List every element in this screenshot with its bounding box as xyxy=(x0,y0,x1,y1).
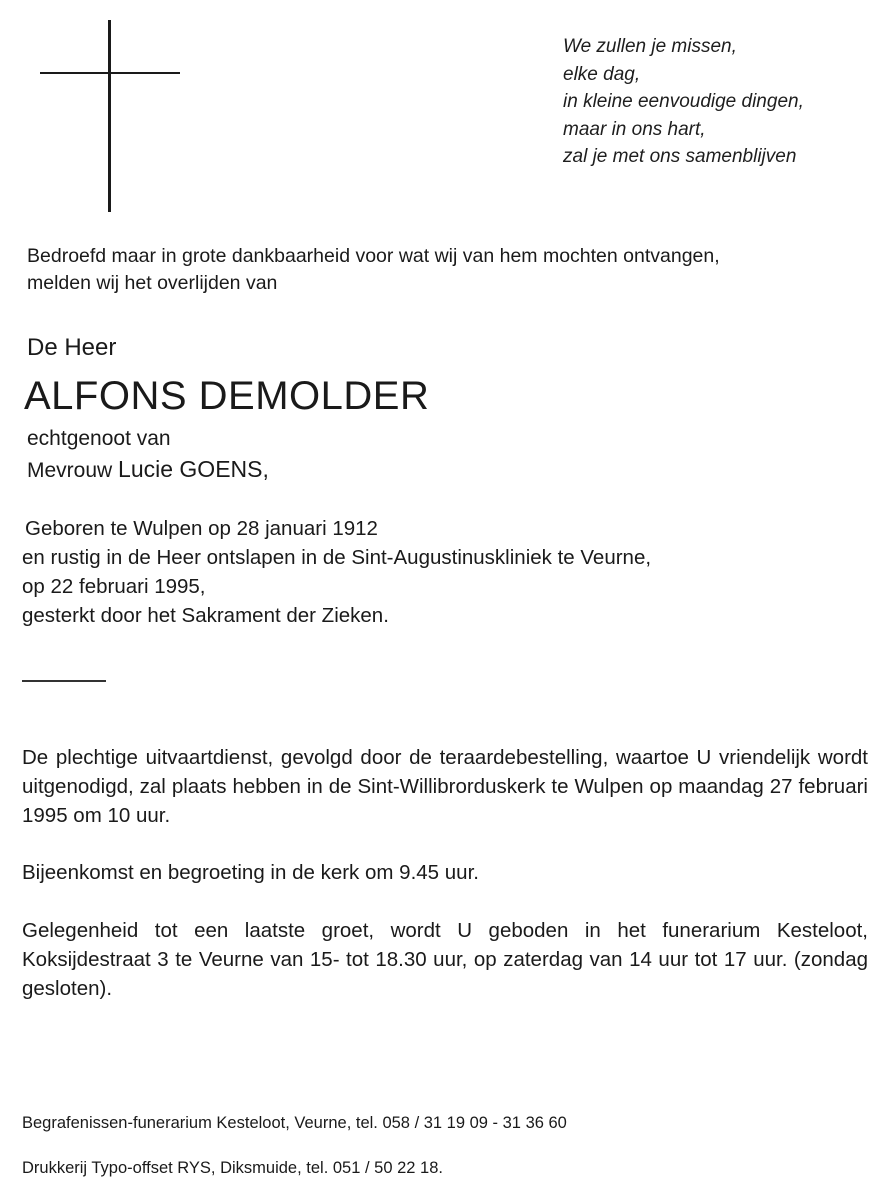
intro-line: melden wij het overlijden van xyxy=(27,272,278,294)
sacrament-line: gesterkt door het Sakrament der Zieken. xyxy=(22,604,389,627)
deceased-name: ALFONS DEMOLDER xyxy=(24,374,430,418)
death-date-line: op 22 februari 1995, xyxy=(22,575,206,598)
poem-line: We zullen je missen, xyxy=(563,36,737,57)
divider xyxy=(22,680,106,682)
spouse-block xyxy=(27,424,269,486)
funeral-home-footer: Begrafenissen-funerarium Kesteloot, Veurne, tel. 058 / 31 19 09 - 31 36 60 xyxy=(22,1114,567,1132)
service-paragraph: De plechtige uitvaartdienst, gevolgd door de teraardebestelling, waartoe U vriendelijk wordt uitgenodigd, zal plaats hebben in de Sint-Willibrorduskerk te Wulpen op maandag 27 februari 1995 om 10 uur. xyxy=(22,746,868,827)
poem xyxy=(563,33,804,171)
intro-line: Bedroefd maar in grote dankbaarheid voor wat wij van hem mochten ontvangen, xyxy=(27,245,720,267)
spouse-prefix: Mevrouw xyxy=(27,459,113,482)
visitation-paragraph: Gelegenheid tot een laatste groet, wordt U geboden in het funerarium Kesteloot, Koksijdestraat 3 te Veurne van 15- tot 18.30 uur, op zaterdag van 14 uur tot 17 uur. (zondag gesloten). xyxy=(22,919,868,1000)
intro-text xyxy=(27,243,720,297)
life-details xyxy=(22,514,651,630)
printer-footer: Drukkerij Typo-offset RYS, Diksmuide, tel. 051 / 50 22 18. xyxy=(22,1159,443,1177)
birth-line: Geboren te Wulpen op 28 januari 1912 xyxy=(25,517,378,540)
spouse-line xyxy=(27,454,269,486)
gathering-paragraph: Bijeenkomst en begroeting in de kerk om 9.45 uur. xyxy=(22,861,479,884)
death-line: en rustig in de Heer ontslapen in de Sint-Augustinuskliniek te Veurne, xyxy=(22,546,652,569)
spouse-name: Lucie GOENS, xyxy=(118,456,269,482)
poem-line: maar in ons hart, xyxy=(563,118,706,140)
poem-line: elke dag, xyxy=(563,63,641,85)
relation-text: echtgenoot van xyxy=(27,427,171,450)
poem-line: zal je met ons samenblijven xyxy=(563,146,797,167)
poem-line: in kleine eenvoudige dingen, xyxy=(563,91,804,112)
cross-icon-bar xyxy=(40,72,180,74)
cross-icon xyxy=(108,20,111,212)
honorific: De Heer xyxy=(27,334,117,361)
